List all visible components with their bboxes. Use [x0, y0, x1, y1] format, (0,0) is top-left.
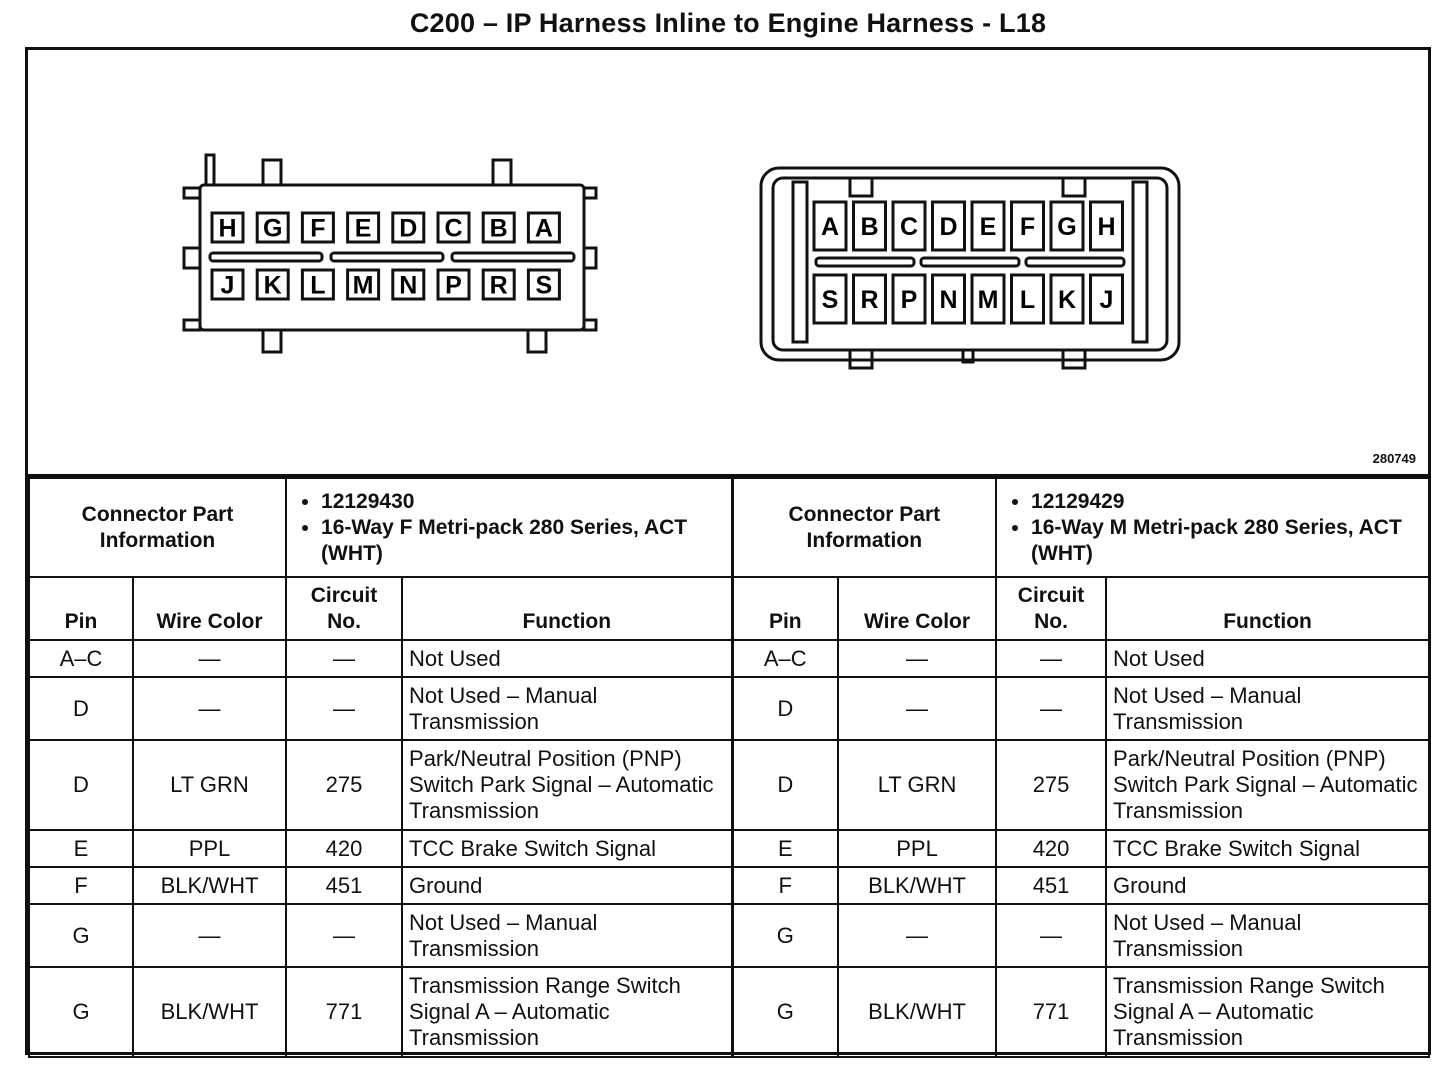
function-cell: TCC Brake Switch Signal [402, 830, 732, 867]
pin-label: J [220, 271, 235, 300]
pin-label: F [310, 214, 326, 243]
function-cell: Ground [402, 867, 732, 904]
pin-cell: G [29, 904, 133, 967]
wire-color-cell: — [838, 640, 996, 677]
function-cell: Not Used – Manual Transmission [1106, 677, 1429, 740]
pin-cell: D [732, 677, 838, 740]
pin-label: R [860, 286, 879, 314]
right-info-label: Connector Part Information [732, 478, 996, 577]
circuit-cell: 420 [286, 830, 402, 867]
wire-color-cell: PPL [133, 830, 286, 867]
pin-cell: A–C [732, 640, 838, 677]
header-wire-color: Wire Color [133, 577, 286, 640]
female-bottom-pins [212, 270, 559, 300]
pin-label: M [352, 271, 374, 300]
wire-color-cell: BLK/WHT [133, 867, 286, 904]
pin-label: G [1057, 213, 1077, 241]
wire-color-cell: — [133, 904, 286, 967]
pin-label: E [979, 213, 997, 241]
page-title: C200 – IP Harness Inline to Engine Harness - L18 [409, 8, 1047, 38]
pin-label: L [1019, 286, 1036, 314]
connector-info-row [29, 478, 1429, 577]
pin-label: E [354, 214, 372, 243]
female-connector [184, 155, 596, 352]
pin-cell: F [732, 867, 838, 904]
diagram-frame [25, 47, 1431, 1055]
wire-color-cell: — [133, 640, 286, 677]
circuit-cell: 771 [996, 967, 1106, 1057]
pin-label: S [821, 286, 839, 314]
table-row [29, 967, 1429, 1057]
wire-color-cell: BLK/WHT [838, 967, 996, 1057]
pin-label: N [399, 271, 418, 300]
wire-color-cell: — [838, 904, 996, 967]
figure-number: 280749 [1372, 451, 1416, 466]
table-header-row [29, 577, 1429, 640]
circuit-cell: — [996, 677, 1106, 740]
circuit-cell: — [286, 677, 402, 740]
pin-label: P [445, 271, 462, 300]
left-part-description: • 16-Way F Metri-pack 280 Series, ACT (WHT) [321, 515, 725, 567]
pin-label: K [263, 271, 282, 300]
pin-label: D [399, 214, 418, 243]
table-row [29, 740, 1429, 830]
function-cell: Park/Neutral Position (PNP) Switch Park Signal – Automatic Transmission [402, 740, 732, 830]
circuit-cell: — [286, 640, 402, 677]
function-cell: Not Used [402, 640, 732, 677]
wire-color-cell: BLK/WHT [838, 867, 996, 904]
wire-color-cell: — [838, 677, 996, 740]
pin-label: L [310, 271, 326, 300]
pin-label: D [939, 213, 958, 241]
connector-diagram [28, 50, 1428, 477]
pin-label: A [820, 213, 840, 241]
left-info-values [286, 478, 732, 577]
function-cell: Park/Neutral Position (PNP) Switch Park Signal – Automatic Transmission [1106, 740, 1429, 830]
right-part-description: • 16-Way M Metri-pack 280 Series, ACT (WHT) [1031, 515, 1422, 567]
circuit-cell: 275 [286, 740, 402, 830]
wire-color-cell: LT GRN [133, 740, 286, 830]
pin-label: R [489, 271, 508, 300]
function-cell: Not Used – Manual Transmission [402, 677, 732, 740]
pin-label: B [489, 214, 508, 243]
header-pin: Pin [732, 577, 838, 640]
pin-cell: G [29, 967, 133, 1057]
connector-drawing [28, 50, 1428, 474]
pin-cell: A–C [29, 640, 133, 677]
pin-label: C [899, 213, 919, 241]
pin-cell: E [29, 830, 133, 867]
function-cell: Not Used [1106, 640, 1429, 677]
female-top-pins [212, 213, 559, 243]
circuit-cell: — [286, 904, 402, 967]
pin-cell: F [29, 867, 133, 904]
wire-color-cell: BLK/WHT [133, 967, 286, 1057]
male-top-pins [814, 202, 1123, 250]
header-function: Function [1106, 577, 1429, 640]
pinout-table [28, 477, 1430, 1058]
circuit-cell: 451 [996, 867, 1106, 904]
pin-label: F [1019, 213, 1036, 241]
circuit-cell: 420 [996, 830, 1106, 867]
wire-color-cell: LT GRN [838, 740, 996, 830]
left-part-number: • 12129430 [321, 489, 725, 515]
pin-label: G [262, 214, 283, 243]
table-row [29, 677, 1429, 740]
function-cell: TCC Brake Switch Signal [1106, 830, 1429, 867]
header-wire-color: Wire Color [838, 577, 996, 640]
pin-cell: G [732, 967, 838, 1057]
pin-cell: D [29, 677, 133, 740]
function-cell: Not Used – Manual Transmission [402, 904, 732, 967]
wire-color-cell: — [133, 677, 286, 740]
function-cell: Transmission Range Switch Signal A – Automatic Transmission [402, 967, 732, 1057]
header-circuit: Circuit No. [996, 577, 1106, 640]
right-part-number: • 12129429 [1031, 489, 1422, 515]
table-row [29, 904, 1429, 967]
pin-label: M [977, 286, 999, 314]
pin-label: H [218, 214, 237, 243]
pin-label: S [535, 271, 553, 300]
pin-label: H [1097, 213, 1116, 241]
function-cell: Transmission Range Switch Signal A – Automatic Transmission [1106, 967, 1429, 1057]
pin-label: J [1099, 286, 1114, 314]
pin-label: N [939, 286, 958, 314]
pin-cell: D [29, 740, 133, 830]
pin-cell: E [732, 830, 838, 867]
pin-label: C [444, 214, 463, 243]
pin-cell: D [732, 740, 838, 830]
table-row [29, 867, 1429, 904]
male-connector [761, 168, 1179, 368]
pin-label: B [860, 213, 879, 241]
function-cell: Ground [1106, 867, 1429, 904]
pin-label: K [1057, 286, 1077, 314]
male-bottom-pins [814, 275, 1123, 323]
table-row [29, 830, 1429, 867]
pin-cell: G [732, 904, 838, 967]
header-function: Function [402, 577, 732, 640]
header-circuit: Circuit No. [286, 577, 402, 640]
pin-label: P [900, 286, 918, 314]
wire-color-cell: PPL [838, 830, 996, 867]
circuit-cell: 771 [286, 967, 402, 1057]
circuit-cell: 275 [996, 740, 1106, 830]
circuit-cell: 451 [286, 867, 402, 904]
pin-label: A [534, 214, 553, 243]
function-cell: Not Used – Manual Transmission [1106, 904, 1429, 967]
circuit-cell: — [996, 904, 1106, 967]
table-row [29, 640, 1429, 677]
circuit-cell: — [996, 640, 1106, 677]
right-info-values [996, 478, 1429, 577]
header-pin: Pin [29, 577, 133, 640]
table-body [29, 640, 1429, 1057]
left-info-label: Connector Part Information [29, 478, 286, 577]
